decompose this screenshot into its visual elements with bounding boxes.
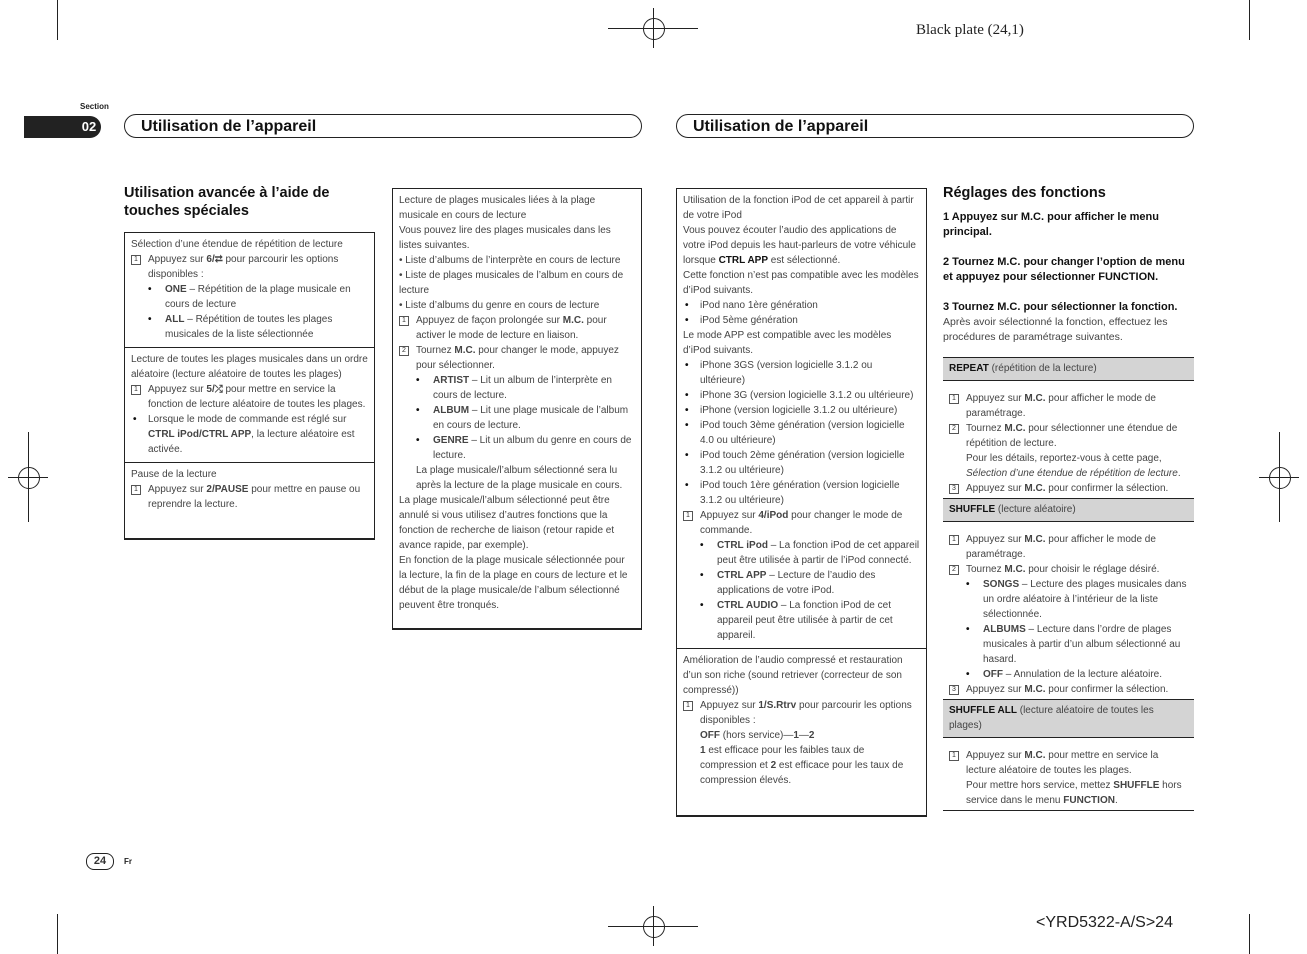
repeat-step-2 <box>949 421 1188 451</box>
header-left: Utilisation de l’appareil <box>124 114 642 138</box>
text: Vous pouvez écouter l’audio des applications de votre iPod depuis les haut-parleurs de votre véhicule lorsque <box>683 225 916 266</box>
pause-step <box>131 482 368 512</box>
key: 4/iPod <box>758 510 789 521</box>
key: REPEAT <box>949 363 989 374</box>
text: Sélection d’une étendue de répétition de lecture <box>966 468 1178 479</box>
key: OFF <box>700 730 720 741</box>
registration-circle <box>643 18 665 40</box>
text: (lecture aléatoire) <box>995 504 1076 515</box>
compat-item: • iPod touch 3ème génération (version logicielle 4.0 ou ultérieure) <box>683 418 920 448</box>
text: pour parcourir les options disponibles : <box>700 700 912 726</box>
key: CTRL APP <box>718 255 769 266</box>
key: M.C. <box>1024 483 1046 494</box>
repeat-icon: /⮂ <box>211 254 223 265</box>
text: Appuyez sur <box>966 393 1025 404</box>
link-section <box>393 189 641 618</box>
step-number: 2 <box>399 346 409 356</box>
key: M.C. <box>1024 750 1046 761</box>
repeat-step-1 <box>949 391 1188 421</box>
incompat-text: Cette fonction n’est pas compatible avec les modèles d’iPod suivants. <box>683 270 919 296</box>
text: pour changer le mode de commande. <box>700 510 903 536</box>
key: CTRL APP <box>717 570 767 581</box>
text: pour activer le mode de lecture en liaison. <box>416 315 607 341</box>
key: ALBUMS <box>983 624 1026 635</box>
step-number: 1 <box>131 385 141 395</box>
shuffle-all-head <box>943 700 1194 738</box>
key: CTRL iPod <box>148 429 199 440</box>
text: – Lit un album du genre en cours de lecture. <box>433 435 632 461</box>
option-genre <box>399 433 635 463</box>
step-number: 1 <box>131 485 141 495</box>
col4-title: Réglages des fonctions <box>943 185 1106 201</box>
link-step-1 <box>399 313 635 343</box>
key: 6 <box>206 254 212 265</box>
plate-label: Black plate (24,1) <box>916 22 1024 38</box>
text: est efficace pour les faibles taux de compression et <box>700 745 865 771</box>
key: 1/S.Rtrv <box>758 700 797 711</box>
text: (répétition de la lecture) <box>988 363 1097 374</box>
key: M.C. <box>1004 564 1026 575</box>
text: Appuyez sur <box>148 384 207 395</box>
srtv-step <box>683 698 920 728</box>
srtv-head: Amélioration de l’audio compressé et restauration d’un son riche (sound retriever (correcteur de son compressé)) <box>683 655 903 696</box>
step-number: 1 <box>683 511 693 521</box>
text: Appuyez sur <box>966 534 1025 545</box>
step-number: 1 <box>949 535 959 545</box>
key: ALL <box>165 314 185 325</box>
key: SHUFFLE ALL <box>949 705 1017 716</box>
option-off <box>949 667 1188 682</box>
text: – Lecture des plages musicales dans un ordre aléatoire à l’intérieur de la liste sélectionnée. <box>983 579 1187 620</box>
col4 <box>943 184 1194 811</box>
text: pour confirmer la sélection. <box>1045 684 1169 695</box>
link-step-2 <box>399 343 635 373</box>
crop-mark <box>57 914 58 954</box>
text: Appuyez sur <box>966 750 1025 761</box>
text: Tournez <box>416 345 455 356</box>
step-number: 2 <box>949 424 959 434</box>
pause-head: Pause de la lecture <box>131 469 217 480</box>
page-number: 24 <box>86 853 114 870</box>
compat-item: • iPhone 3G (version logicielle 3.1.2 ou ultérieure) <box>683 388 920 403</box>
registration-circle <box>1269 467 1291 489</box>
text: – Répétition de la plage musicale en cours de lecture <box>165 284 351 310</box>
compat-item: • iPhone 3GS (version logicielle 3.1.2 ou ultérieure) <box>683 358 920 388</box>
option-one <box>131 282 368 312</box>
app-section <box>677 189 926 649</box>
repeat-note <box>949 451 1188 481</box>
key: 2 <box>808 730 815 741</box>
step-number: 3 <box>949 484 959 494</box>
key: / <box>211 484 215 495</box>
link-intro: Lecture de plages musicales liées à la plage musicale en cours de lecture <box>399 195 596 221</box>
text: Tournez <box>966 564 1005 575</box>
key: 2 <box>206 484 212 495</box>
step-number: 1 <box>131 255 141 265</box>
app-step <box>683 508 920 538</box>
repeat-section <box>125 233 374 348</box>
section-bar <box>24 116 84 138</box>
shuffle-icon: /⤮ <box>211 384 223 395</box>
repeat-step-3 <box>949 481 1188 496</box>
link-note-2: En fonction de la plage musicale sélectionnée pour la lecture, la fin de la plage en cours de lecture et le début de la plage musicale/de l’album sélectionné peuvent être tronqués. <box>399 555 628 611</box>
key: / <box>198 429 202 440</box>
key: CTRL AUDIO <box>717 600 779 611</box>
link-after: La plage musicale/l’album sélectionné sera lu après la lecture de la plage musicale en cours. <box>416 465 623 491</box>
text: (lecture aléatoire de toutes les plages) <box>949 705 1154 731</box>
section-number: 02 <box>77 116 101 138</box>
repeat-head: Sélection d’une étendue de répétition de lecture <box>131 239 343 250</box>
step-number: 1 <box>399 316 409 326</box>
key: 1 <box>700 745 706 756</box>
text: – Annulation de la lecture aléatoire. <box>1003 669 1162 680</box>
text: pour changer le mode, appuyez pour sélectionner. <box>416 345 619 371</box>
text: Appuyez sur <box>700 700 759 711</box>
shuffle-head: Lecture de toutes les plages musicales dans un ordre aléatoire (lecture aléatoire de toutes les plages) <box>131 354 368 380</box>
option-ctrl-ipod <box>683 538 920 568</box>
shuffle-section <box>125 348 374 463</box>
step-number: 3 <box>949 685 959 695</box>
shuffle-step <box>131 382 368 412</box>
shuffle-step-3 <box>949 682 1188 697</box>
key: SONGS <box>983 579 1020 590</box>
text: Pour les détails, reportez-vous à cette page, <box>966 453 1162 464</box>
key: SHUFFLE <box>1113 780 1160 791</box>
language-label: Fr <box>124 857 132 866</box>
compat-item: • iPhone (version logicielle 3.1.2 ou ultérieure) <box>683 403 920 418</box>
step-number: 1 <box>949 751 959 761</box>
text: pour mettre en service la fonction de lecture aléatoire de toutes les plages. <box>148 384 366 410</box>
srtv-options <box>683 728 920 743</box>
repeat-block <box>943 357 1194 499</box>
text: Tournez <box>966 423 1005 434</box>
incompat-item: • iPod nano 1ère génération <box>683 298 920 313</box>
option-album <box>399 403 635 433</box>
func-after: Après avoir sélectionné la fonction, effectuez les procédures de paramétrage suivantes. <box>943 316 1168 343</box>
col1-title-wrap <box>124 184 374 220</box>
shuffle-all-block <box>943 700 1194 811</box>
key: M.C. <box>1024 393 1046 404</box>
key: M.C. <box>1024 534 1046 545</box>
option-albums <box>949 622 1188 667</box>
shuffle-step-2 <box>949 562 1188 577</box>
text: pour choisir le réglage désiré. <box>1025 564 1160 575</box>
shuffle-steps <box>943 522 1194 699</box>
text: est sélectionné. <box>768 255 841 266</box>
text: – Lecture dans l’ordre de plages musicales à partir d’un album sélectionné au hasard. <box>983 624 1181 665</box>
text: Appuyez sur <box>148 254 207 265</box>
key: 2 <box>770 760 777 771</box>
text: pour parcourir les options disponibles : <box>148 254 339 280</box>
text: – Lecture de l’audio des applications de votre iPod. <box>717 570 876 596</box>
crop-mark <box>1249 0 1250 40</box>
app-intro: Utilisation de la fonction iPod de cet appareil à partir de votre iPod <box>683 195 914 221</box>
col3-box <box>676 188 927 817</box>
text: , la lecture aléatoire est activée. <box>148 429 355 455</box>
step-number: 1 <box>949 394 959 404</box>
key: SHUFFLE <box>949 504 996 515</box>
text: . <box>1177 468 1181 479</box>
key: M.C. <box>1024 684 1046 695</box>
key: M.C. <box>454 345 476 356</box>
registration-circle <box>18 467 40 489</box>
text: – Lit un album de l’interprète en cours de lecture. <box>433 375 612 401</box>
text: pour sélectionner une étendue de répétition de lecture. <box>966 423 1178 449</box>
compat-item: • iPod touch 1ère génération (version logicielle 3.1.2 ou ultérieure) <box>683 478 920 508</box>
text: pour mettre en service la lecture aléatoire de toutes les plages. <box>966 750 1159 776</box>
shuffle-all-note <box>949 778 1188 808</box>
compat-item: • iPod touch 2ème génération (version logicielle 3.1.2 ou ultérieure) <box>683 448 920 478</box>
section-label: Section <box>80 102 109 111</box>
text: est efficace pour les taux de compression élevés. <box>700 760 904 786</box>
shuffle-step-1 <box>949 532 1188 562</box>
func-step-1: 1 Appuyez sur M.C. pour afficher le menu principal. <box>943 211 1159 238</box>
key: CTRL iPod <box>717 540 768 551</box>
key: ARTIST <box>433 375 470 386</box>
option-ctrl-audio <box>683 598 920 643</box>
text: Lorsque le mode de commande est réglé sur <box>148 414 347 425</box>
shuffle-all-step-1 <box>949 748 1188 778</box>
col1-title: Utilisation avancée à l’aide de touches spéciales <box>124 185 330 219</box>
key: 5 <box>206 384 212 395</box>
compat-text: Le mode APP est compatible avec les modèles d’iPod suivants. <box>683 330 892 356</box>
link-note-1: La plage musicale/l’album sélectionné peut être annulé si vous utilisez d’autres fonctions que la fonction de recherche de liaison (retour rapide et avance rapide, par exemple). <box>399 495 615 551</box>
document-code: <YRD5322-A/S>24 <box>1036 914 1173 931</box>
srtv-section <box>677 649 926 793</box>
option-artist <box>399 373 635 403</box>
text: Appuyez sur <box>966 483 1025 494</box>
text: pour mettre en pause ou reprendre la lecture. <box>148 484 361 510</box>
srtv-note <box>683 743 920 788</box>
key: ALBUM <box>433 405 470 416</box>
func-step-3: 3 Tournez M.C. pour sélectionner la fonction. <box>943 301 1178 313</box>
shuffle-note <box>131 412 368 457</box>
text: pour afficher le mode de paramétrage. <box>966 534 1156 560</box>
text: Appuyez sur <box>148 484 207 495</box>
text: – La fonction iPod de cet appareil peut être utilisée à partir de l’iPod connecté. <box>717 540 920 566</box>
incompat-item: • iPod 5ème génération <box>683 313 920 328</box>
key: PAUSE <box>214 484 249 495</box>
key: FUNCTION <box>1063 795 1115 806</box>
text: pour afficher le mode de paramétrage. <box>966 393 1156 419</box>
text: – Répétition de toutes les plages musicales de la liste sélectionnée <box>165 314 333 340</box>
registration-circle <box>643 916 665 938</box>
step-number: 2 <box>949 565 959 575</box>
text: Appuyez sur <box>700 510 759 521</box>
repeat-steps <box>943 381 1194 498</box>
shuffle-all-steps <box>943 738 1194 810</box>
text: Pour mettre hors service, mettez <box>966 780 1114 791</box>
key: GENRE <box>433 435 469 446</box>
key: ONE <box>165 284 187 295</box>
link-intro2: Vous pouvez lire des plages musicales dans les listes suivantes. <box>399 225 611 251</box>
pause-section <box>125 463 374 517</box>
link-list-item: • Liste d’albums de l’interprète en cours de lecture <box>399 255 621 266</box>
shuffle-head <box>943 499 1194 522</box>
key: OFF <box>983 669 1003 680</box>
step-number: 1 <box>683 701 693 711</box>
shuffle-block <box>943 499 1194 700</box>
text: — <box>798 730 809 741</box>
text: (hors service)— <box>720 730 794 741</box>
text: – Lit une plage musicale de l’album en cours de lecture. <box>433 405 629 431</box>
col1-box <box>124 232 375 540</box>
crop-mark <box>1249 914 1250 954</box>
header-right: Utilisation de l’appareil <box>676 114 1194 138</box>
option-songs <box>949 577 1188 622</box>
key: CTRL APP <box>201 429 252 440</box>
link-list-item: • Liste de plages musicales de l’album en cours de lecture <box>399 270 624 296</box>
text: pour confirmer la sélection. <box>1045 483 1169 494</box>
crop-mark <box>57 0 58 40</box>
text: Appuyez de façon prolongée sur <box>416 315 563 326</box>
app-intro2 <box>683 223 920 268</box>
option-ctrl-app <box>683 568 920 598</box>
col2-box <box>392 188 642 630</box>
repeat-head <box>943 357 1194 381</box>
text: Appuyez sur <box>966 684 1025 695</box>
key: M.C. <box>1004 423 1026 434</box>
repeat-step <box>131 252 368 282</box>
text: . <box>1114 795 1118 806</box>
func-step-2: 2 Tournez M.C. pour changer l’option de menu et appuyez pour sélectionner FUNCTION. <box>943 256 1185 283</box>
key: 1 <box>793 730 799 741</box>
option-all <box>131 312 368 342</box>
key: M.C. <box>562 315 584 326</box>
text: – La fonction iPod de cet appareil peut être utilisée à partir de cet appareil. <box>717 600 893 641</box>
link-list-item: • Liste d’albums du genre en cours de lecture <box>399 300 600 311</box>
text: hors service dans le menu <box>966 780 1182 806</box>
